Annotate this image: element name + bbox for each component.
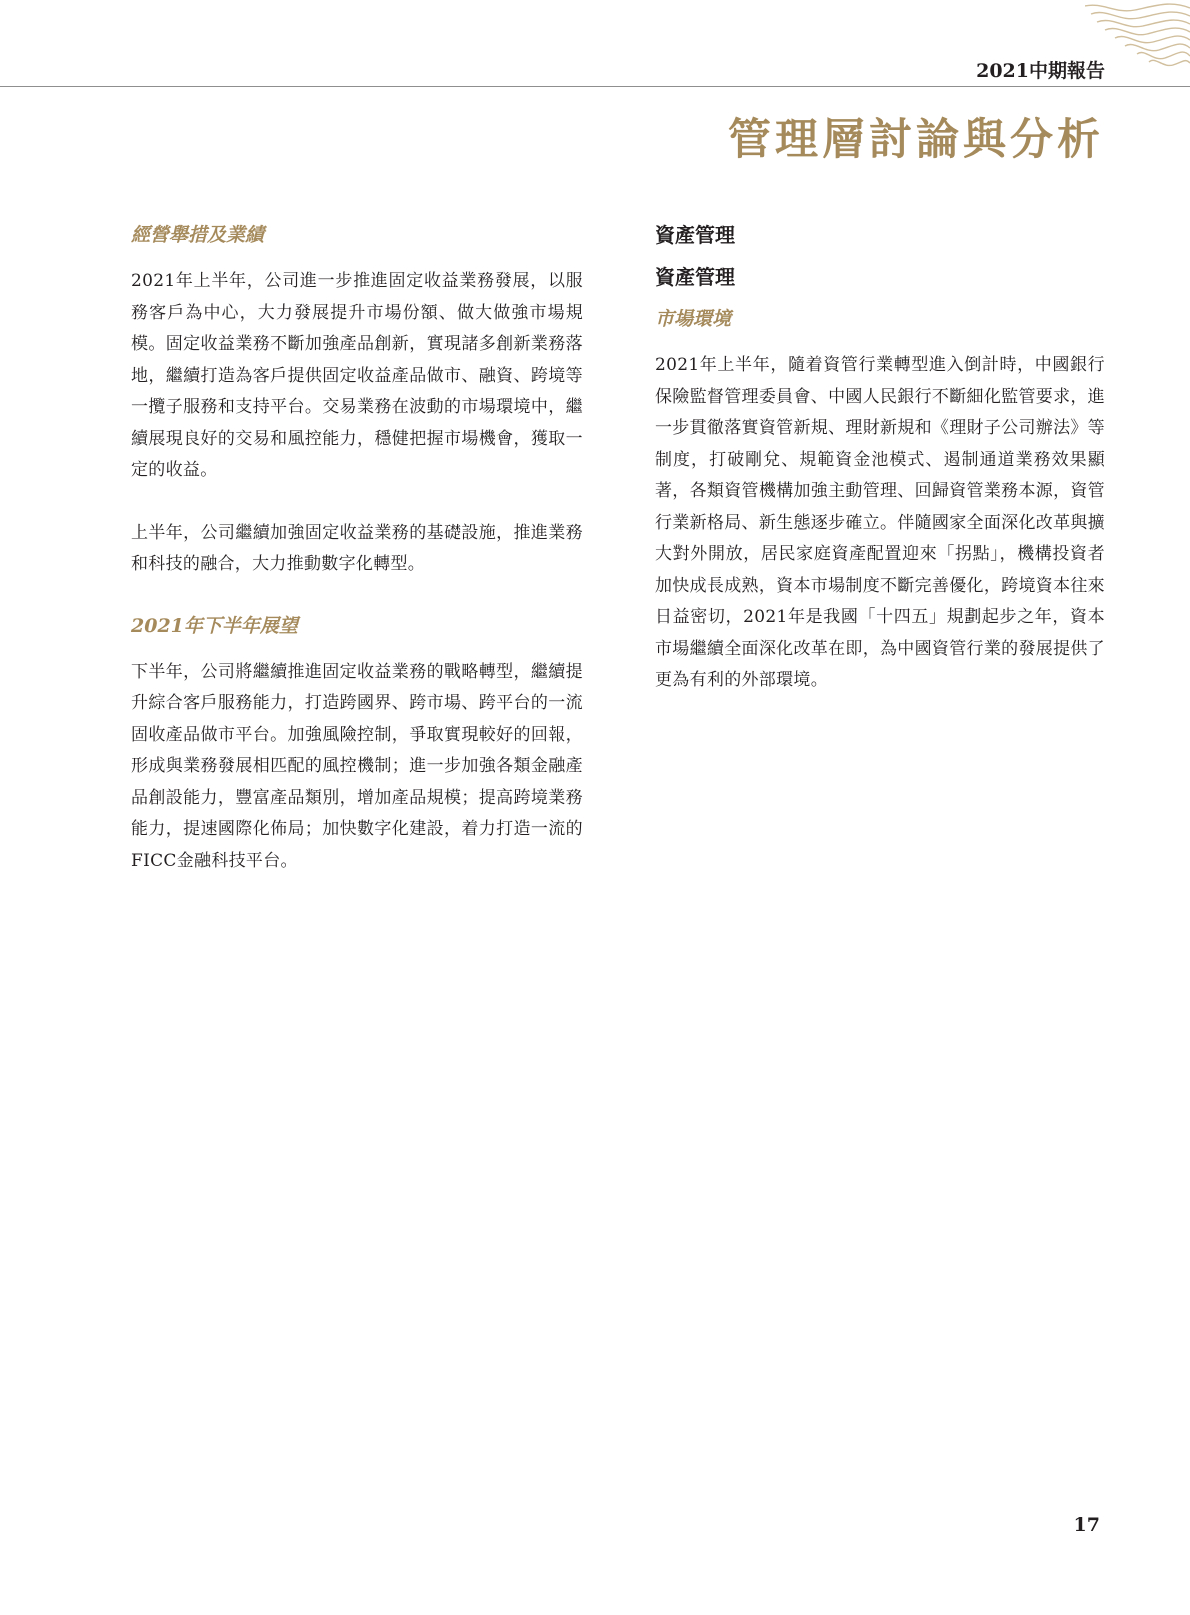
paragraph-operations-1: 2021年上半年，公司進一步推進固定收益業務發展，以服務客戶為中心，大力發展提升市場份額、做大做強市場規模。固定收益業務不斷加強產品創新，實現諸多創新業務落地，繼續打造為客戶提供固定收益產品做市、融資、跨境等一攬子服務和支持平台。交易業務在波動的市場環境中，繼續展現良好的交易和風控能力，穩健把握市場機會，獲取一定的收益。 <box>131 271 583 480</box>
section-heading-outlook: 2021年下半年展望 <box>131 614 298 637</box>
section-heading-asset-management: 資產管理 <box>655 223 735 247</box>
subsection-heading-asset-management: 資產管理 <box>655 265 735 289</box>
paragraph-operations-2: 上半年，公司繼續加強固定收益業務的基礎設施，推進業務和科技的融合，大力推動數字化轉型。 <box>131 522 583 574</box>
paragraph-outlook: 下半年，公司將繼續推進固定收益業務的戰略轉型，繼續提升綜合客戶服務能力，打造跨國界、跨市場、跨平台的一流固收產品做市平台。加強風險控制，爭取實現較好的回報，形成與業務發展相匹配的風控機制；進一步加強各類金融產品創設能力，豐富產品類別，增加產品規模；提高跨境業務能力，提速國際化佈局；加快數字化建設，着力打造一流的FICC金融科技平台。 <box>131 661 583 871</box>
section-heading-operations: 經營舉措及業績 <box>131 224 265 246</box>
right-column <box>655 222 1105 697</box>
paragraph-market-environment: 2021年上半年，隨着資管行業轉型進入倒計時，中國銀行保險監督管理委員會、中國人民銀行不斷細化監管要求，進一步貫徹落實資管新規、理財新規和《理財子公司辦法》等制度，打破剛兌、規範資金池模式、遏制通道業務效果顯著，各類資管機構加強主動管理、回歸資管業務本源，資管行業新格局、新生態逐步確立。伴隨國家全面深化改革與擴大對外開放，居民家庭資產配置迎來「拐點」，機構投資者加快成長成熟，資本市場制度不斷完善優化，跨境資本往來日益密切，2021年是我國「十四五」規劃起步之年，資本市場繼續全面深化改革在即，為中國資管行業的發展提供了更為有利的外部環境。 <box>655 355 1105 690</box>
section-heading-market-environment: 市場環境 <box>655 308 732 330</box>
report-label: 2021中期報告 <box>976 60 1105 82</box>
page-title: 管理層討論與分析 <box>728 115 1104 165</box>
left-column <box>131 222 583 877</box>
page-number: 17 <box>1073 1514 1100 1536</box>
header-rule <box>0 86 1190 87</box>
